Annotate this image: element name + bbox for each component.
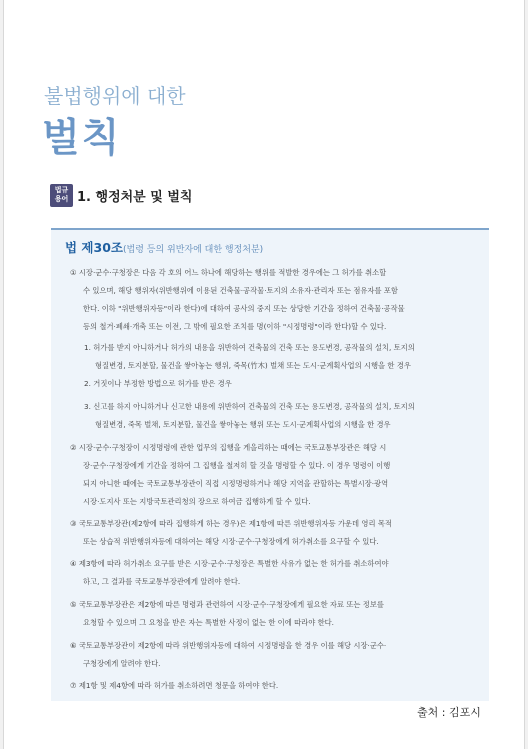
- list-item-line: 2. 거짓이나 부정한 방법으로 허가를 받은 경우: [84, 379, 232, 388]
- paragraph-line: 한다. 이하 "위반행위자등"이라 한다)에 대하여 공사의 중지 또는 상당한 기간을 정하여 건축물·공작물: [83, 304, 405, 313]
- law-article: 법 제30조: [65, 240, 123, 255]
- section-badge-icon: [50, 184, 73, 207]
- paragraph-line: 시장·도지사 또는 지방국토관리청의 장으로 하여금 집행하게 할 수 있다.: [83, 497, 311, 506]
- law-article-title: (법령 등의 위반자에 대한 행정처분): [122, 245, 264, 255]
- paragraph-line: 수 있으며, 해당 행위자(위반행위에 이용된 건축물·공작물·토지의 소유자·관리자 또는 점유자를 포함: [83, 286, 398, 295]
- list-item-3: [84, 398, 476, 434]
- paragraph-line: ⑦ 제1항 및 제4항에 따라 허가를 취소하려면 청문을 하여야 한다.: [70, 681, 279, 690]
- list-item-line: 형질변경, 죽목 벌채, 토지분할, 물건을 쌓아놓는 행위 또는 도시·군계획사업의 시행을 한 경우: [95, 420, 391, 429]
- paragraph-3: [70, 515, 474, 551]
- law-heading: [65, 238, 263, 256]
- paragraph-line: 등의 철거·폐쇄·개축 또는 이전, 그 밖에 필요한 조치를 명(이하 "시정명령"이라 한다)할 수 있다.: [83, 322, 387, 331]
- paragraph-2: [70, 439, 474, 511]
- paragraph-line: ③ 국토교통부장관(제2항에 따라 집행하게 하는 경우)은 제1항에 따른 위반행위자등 가운데 영리 목적: [70, 519, 392, 528]
- paragraph-line: ② 시장·군수·구청장이 시정명령에 관한 업무의 집행을 게을리하는 때에는 국토교통부장관은 해당 시: [70, 443, 387, 452]
- paragraph-line: ④ 제3항에 따라 허가취소 요구를 받은 시장·군수·구청장은 특별한 사유가 없는 한 허가를 취소하여야: [70, 559, 389, 568]
- paragraph-7: [70, 677, 474, 695]
- paragraph-1: [70, 264, 474, 336]
- badge-line-2: 용어: [54, 195, 69, 203]
- paragraph-line: ⑤ 국토교통부장관은 제2항에 따른 명령과 관련하여 시장·군수·구청장에게 필요한 자료 또는 정보를: [70, 600, 384, 609]
- list-item-line: 1. 허가를 받지 아니하거나 허가의 내용을 위반하여 건축물의 건축 또는 용도변경, 공작물의 설치, 토지의: [84, 343, 415, 352]
- list-item-line: 3. 신고를 하지 아니하거나 신고한 내용에 위반하여 건축물의 건축 또는 용도변경, 공작물의 설치, 토지의: [84, 402, 415, 411]
- paragraph-line: 하고, 그 결과를 국토교통부장관에게 알려야 한다.: [83, 577, 241, 586]
- paragraph-5: [70, 596, 474, 632]
- paragraph-line: 또는 상습적 위반행위자등에 대하여는 해당 시장·군수·구청장에게 허가취소를 요구할 수 있다.: [83, 537, 379, 546]
- section-heading: [50, 182, 192, 208]
- paragraph-line: 장·군수·구청장에게 기간을 정하여 그 집행을 철저히 할 것을 명령할 수 있다. 이 경우 명령이 이행: [83, 461, 391, 470]
- paragraph-line: ⑥ 국토교통부장관이 제2항에 따라 위반행위자등에 대하여 시정명령을 한 경우 이를 해당 시장·군수·: [70, 641, 387, 650]
- list-item-1: [84, 339, 476, 375]
- paragraph-6: [70, 637, 474, 673]
- source-credit: 출처 : 김포시: [417, 706, 481, 719]
- page-subtitle: 불법행위에 대한: [44, 84, 186, 108]
- paragraph-line: ① 시장·군수·구청장은 다음 각 호의 어느 하나에 해당하는 행위를 적발한 경우에는 그 허가를 취소할: [70, 268, 387, 277]
- list-item-2: [84, 375, 476, 393]
- paragraph-line: 되지 아니한 때에는 국토교통부장관이 직접 시정명령하거나 해당 지역을 관할하는 특별시장·광역: [83, 479, 389, 488]
- paragraph-line: 구청장에게 알려야 한다.: [83, 659, 161, 668]
- section-title: 1. 행정처분 및 벌칙: [77, 189, 193, 205]
- paragraph-line: 요청할 수 있으며 그 요청을 받은 자는 특별한 사정이 없는 한 이에 따라야 한다.: [83, 618, 334, 627]
- document-page: [3, 0, 525, 749]
- paragraph-4: [70, 555, 474, 591]
- badge-line-1: 법규: [54, 186, 69, 194]
- list-item-line: 형질변경, 토지분할, 물건을 쌓아놓는 행위, 죽목(竹木) 벌채 또는 도시·군계획사업의 시행을 한 경우: [95, 361, 411, 370]
- page-title: 벌칙: [42, 116, 122, 161]
